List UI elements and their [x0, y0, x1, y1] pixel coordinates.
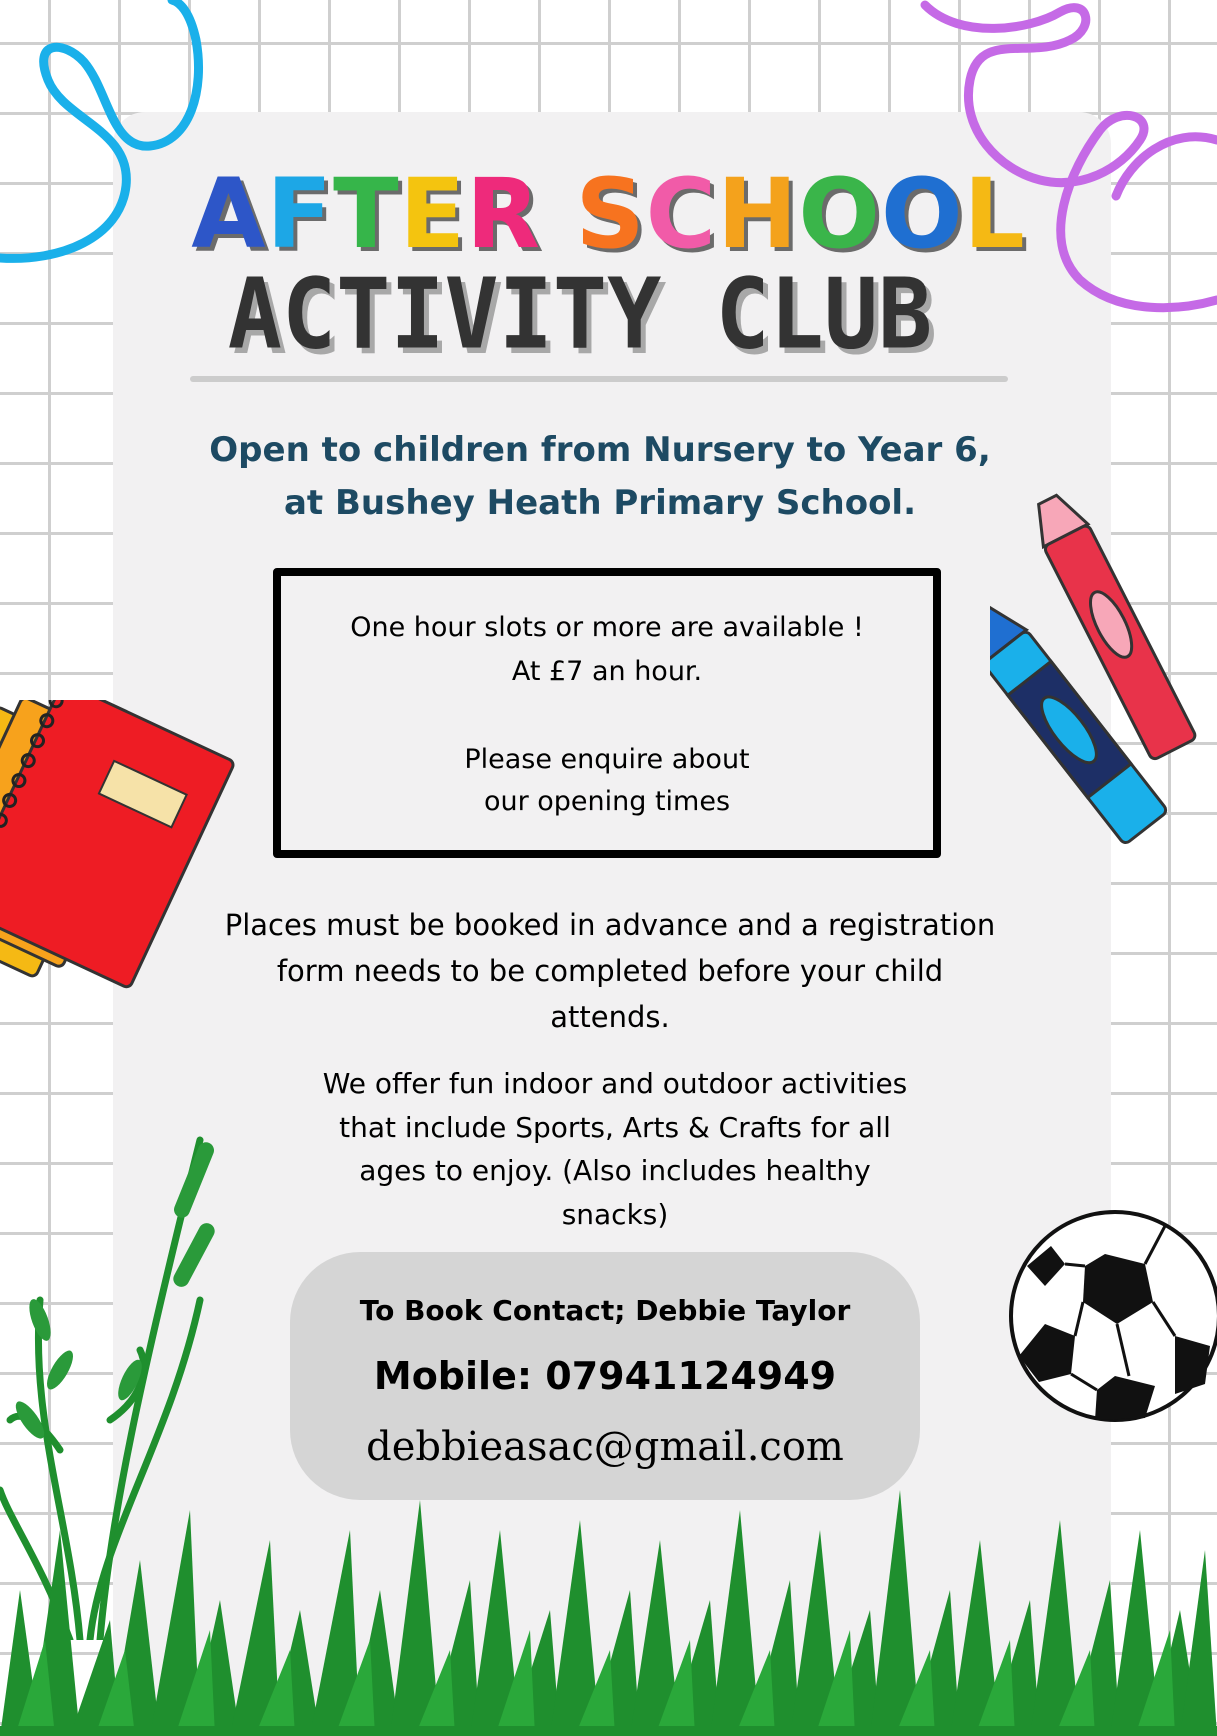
title-letter: R: [466, 158, 542, 270]
title-letter: O: [798, 158, 882, 270]
divider: [190, 376, 1008, 382]
title-word-school: [575, 158, 1025, 270]
title-letter: F: [266, 158, 334, 270]
soccer-ball-icon: [1005, 1206, 1217, 1428]
title-letter: L: [963, 158, 1026, 270]
booking-line-3: attends.: [550, 1000, 670, 1034]
contact-email-link[interactable]: debbieasac@gmail.com: [366, 1424, 844, 1470]
activities-line-4: snacks): [561, 1197, 669, 1231]
pricing-line-1: One hour slots or more are available !: [350, 612, 864, 643]
title-word-after: [191, 158, 541, 270]
contact-mobile: Mobile: 07941124949: [373, 1354, 837, 1398]
title-letter: T: [333, 158, 400, 270]
title-letter: S: [575, 158, 646, 270]
title-letter: O: [881, 158, 964, 270]
activities-line-1: We offer fun indoor and outdoor activities: [322, 1067, 908, 1100]
title-activity-club: ACTIVITY CLUB: [227, 257, 933, 372]
activities-line-2: that include Sports, Arts & Crafts for all: [339, 1110, 891, 1144]
booking-note: [200, 902, 1020, 1040]
contact-box: [290, 1252, 920, 1500]
pricing-box: [273, 568, 941, 858]
intro-line-2: at Bushey Heath Primary School.: [283, 483, 917, 523]
pricing-line-3: Please enquire about: [464, 744, 750, 775]
intro-text: [0, 424, 1200, 530]
intro-line-1: Open to children from Nursery to Year 6,: [209, 430, 991, 470]
activities-line-3: ages to enjoy. (Also includes healthy: [359, 1154, 871, 1187]
title-letter: E: [399, 158, 467, 270]
crayon-icon: [990, 470, 1217, 880]
activities-text: [300, 1062, 930, 1236]
title-letter: C: [645, 158, 718, 270]
pricing-line-4: our opening times: [483, 786, 731, 817]
title-letter: A: [191, 158, 267, 270]
title-letter: H: [717, 158, 799, 270]
grass-icon: [0, 1470, 1217, 1736]
pricing-line-2: At £7 an hour.: [511, 656, 703, 687]
booking-line-2: form needs to be completed before your child: [276, 954, 944, 988]
booking-line-1: Places must be booked in advance and a registration: [224, 908, 996, 942]
title-after-school: [0, 158, 1217, 270]
contact-name: To Book Contact; Debbie Taylor: [359, 1294, 851, 1327]
